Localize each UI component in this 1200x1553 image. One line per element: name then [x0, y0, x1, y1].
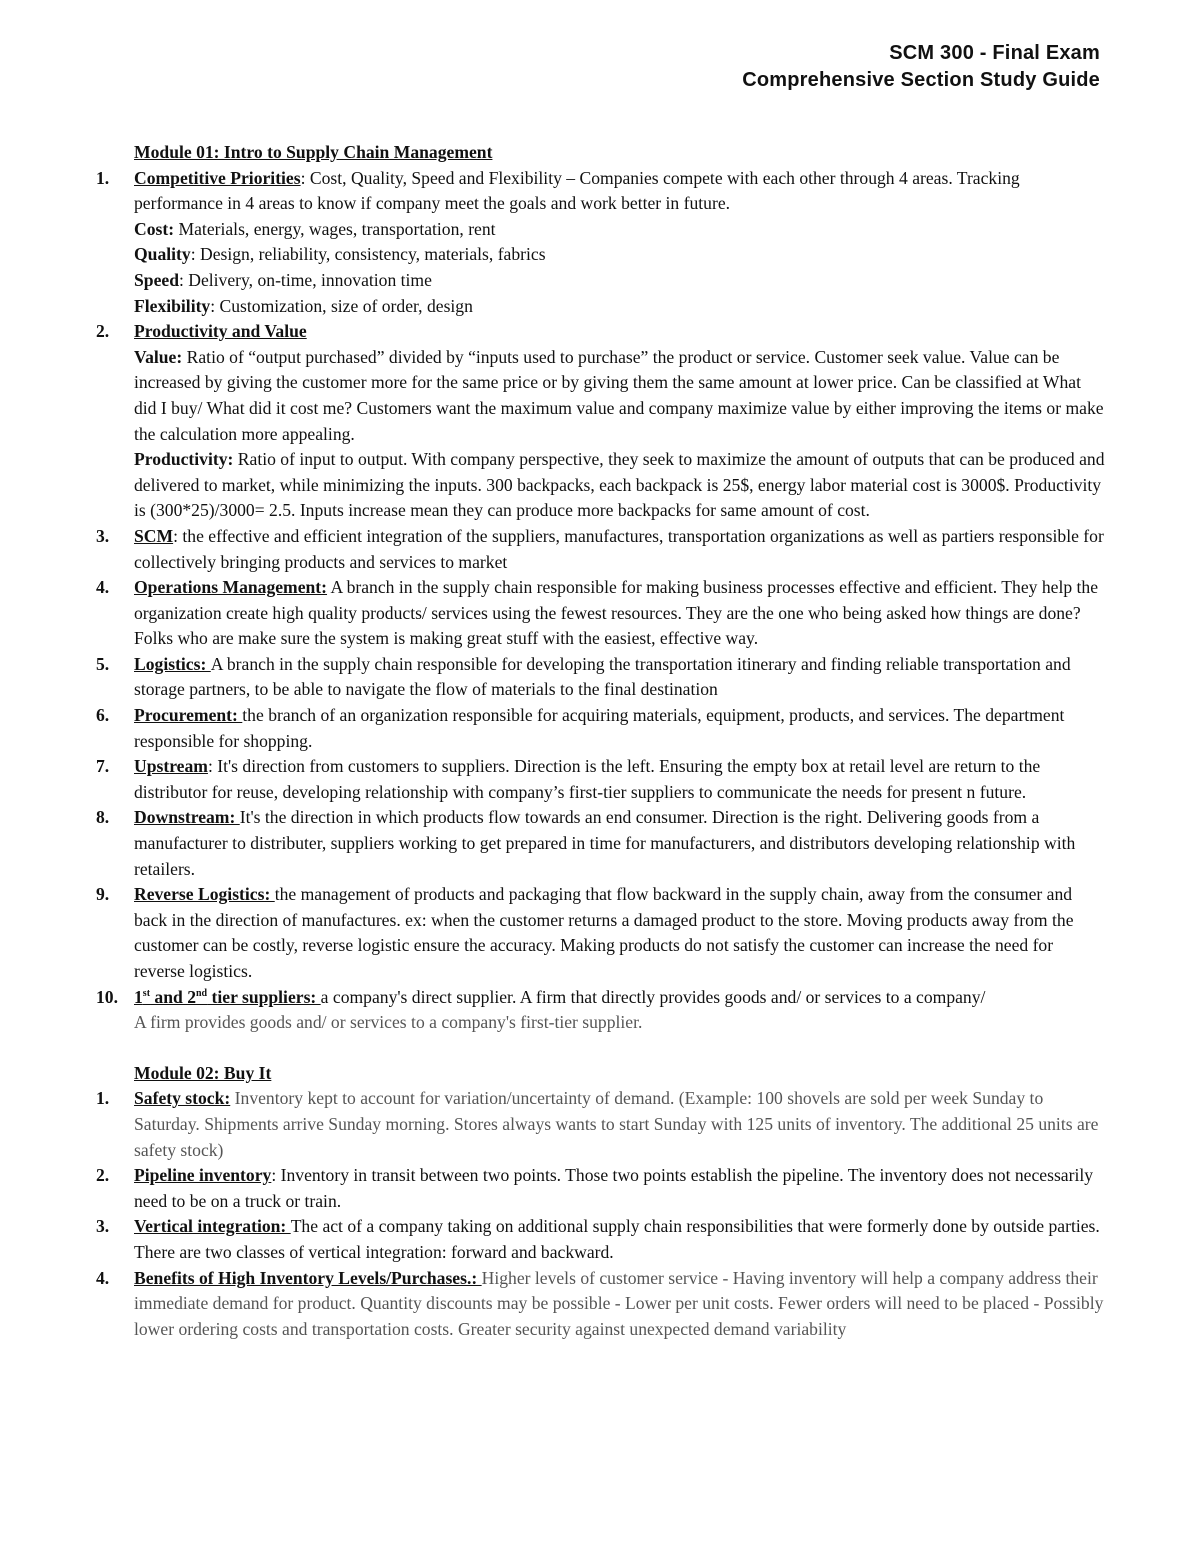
- list-item: [96, 985, 1106, 1036]
- sub-item-label: Speed: [134, 269, 179, 290]
- list-item: [96, 575, 1106, 652]
- page-header: [742, 40, 1100, 94]
- item-term: Logistics:: [134, 653, 211, 674]
- list-item: [96, 319, 1106, 524]
- item-text: A branch in the supply chain responsible for developing the transportation itinerary and finding reliable transportation and storage partners, to be able to navigate the flow of materials to the final destination: [134, 653, 1071, 700]
- sub-item-label: Productivity:: [134, 449, 234, 470]
- item-text: the branch of an organization responsible for acquiring materials, equipment, products, and services. The department responsible for shopping.: [134, 705, 1065, 751]
- sub-item: [134, 294, 1106, 320]
- item-term: Competitive Priorities: [134, 167, 301, 188]
- item-term: Reverse Logistics:: [134, 884, 275, 905]
- item-term: Vertical integration:: [134, 1216, 291, 1237]
- list-item: [96, 754, 1106, 805]
- item-term: Safety stock:: [134, 1088, 231, 1109]
- sub-item: [134, 242, 1106, 268]
- item-term: Procurement:: [134, 705, 243, 726]
- item-text: It's the direction in which products flow towards an end consumer. Direction is the right. Delivering goods from a manufacturer to distributer, suppliers working to get prepared in time for manufacturers, and distributors developing relationship with retailers.: [134, 807, 1076, 879]
- item-number: 1.: [96, 167, 110, 188]
- sub-item: [134, 217, 1106, 243]
- item-number: 4.: [96, 577, 110, 598]
- study-guide-content: [96, 140, 1106, 1342]
- item-number: 8.: [96, 807, 110, 828]
- item-text: the management of products and packaging that flow backward in the supply chain, away from the consumer and back in the direction of manufactures. ex: when the customer returns a damaged product to the store. Moving products away from the customer can be costly, reverse logistic ensure the accuracy. Making products do not satisfy the customer can increase the need for reverse logistics.: [134, 884, 1074, 981]
- item-term: Pipeline inventory: [134, 1165, 272, 1186]
- sub-item: [134, 268, 1106, 294]
- item-number: 7.: [96, 756, 110, 777]
- course-title: SCM 300 - Final Exam: [889, 42, 1100, 64]
- sub-item-label: Quality: [134, 244, 191, 265]
- item-number: 5.: [96, 653, 110, 674]
- item-text: : Cost, Quality, Speed and Flexibility – Companies compete with each other through 4 areas. Tracking performance in 4 areas to know if company meet the goals and work better in future.: [134, 167, 1020, 214]
- item-number: 10.: [96, 986, 118, 1007]
- item-text: Inventory kept to account for variation/uncertainty of demand. (Example: 100 shovels are sold per week Sunday to Saturday. Shipments arrive Sunday morning. Stores always wants to start Sunday with 125 units of inventory. The additional 25 units are safety stock): [134, 1088, 1099, 1160]
- sub-item-text: : Delivery, on-time, innovation time: [178, 269, 432, 290]
- guide-title: Comprehensive Section Study Guide: [742, 69, 1100, 91]
- sub-item-text: Materials, energy, wages, transportation, rent: [174, 218, 496, 239]
- item-number: 3.: [96, 1216, 110, 1237]
- module-02-title: Module 02: Buy It: [134, 1062, 272, 1083]
- item-term: 1st and 2nd tier suppliers:: [134, 986, 321, 1007]
- item-term: Operations Management:: [134, 577, 328, 598]
- list-item: [96, 703, 1106, 754]
- sub-item-label: Value:: [134, 346, 183, 367]
- item-term: Productivity and Value: [134, 321, 307, 342]
- module-01-title: Module 01: Intro to Supply Chain Management: [134, 142, 493, 162]
- item-text: : the effective and efficient integration of the suppliers, manufactures, transportation organizations as well as partiers responsible for collectively bringing products and services to market: [134, 525, 1104, 572]
- item-number: 1.: [96, 1088, 110, 1109]
- item-text-continued: A firm provides goods and/ or services to a company's first-tier supplier.: [134, 1012, 643, 1033]
- list-item: [96, 1086, 1106, 1163]
- item-number: 3.: [96, 525, 110, 546]
- sub-item: [134, 345, 1106, 447]
- sub-item-text: Ratio of input to output. With company perspective, they seek to maximize the amount of outputs that can be produced and delivered to market, while minimizing the inputs. 300 backpacks, each backpack is 25$, energy labor material cost is 3000$. Productivity is (300*25)/3000= 2.5. Inputs increase mean they can produce more backpacks for same amount of cost.: [134, 449, 1105, 521]
- item-term: Benefits of High Inventory Levels/Purchases.:: [134, 1267, 482, 1288]
- sub-item: [134, 447, 1106, 524]
- item-text: : It's direction from customers to suppliers. Direction is the left. Ensuring the empty box at retail level are return to the distributor for reuse, developing relationship with company’s first-tier suppliers to communicate the needs for present n future.: [134, 756, 1041, 802]
- sub-item-text: Ratio of “output purchased” divided by “inputs used to purchase” the product or service. Customer seek value. Value can be increased by giving the customer more for the same price or by giving them the same amount at lower price. Can be classified at What did I buy/ What did it cost me? Customers want the maximum value and company maximize value by either improving the items or make the calculation more appealing.: [134, 346, 1104, 444]
- list-item: [96, 805, 1106, 882]
- item-number: 9.: [96, 884, 110, 905]
- item-term: Downstream:: [134, 807, 240, 828]
- item-text: Higher levels of customer service - Having inventory will help a company address their immediate demand for product. Quantity discounts may be possible - Lower per unit costs. Fewer orders will need to be placed - Possibly lower ordering costs and transportation costs. Greater security against unexpected demand variability: [134, 1267, 1104, 1339]
- list-item: [96, 166, 1106, 320]
- sub-item-text: : Customization, size of order, design: [210, 295, 473, 316]
- item-term: Upstream: [134, 756, 208, 777]
- item-text: A branch in the supply chain responsible for making business processes effective and efficient. They help the organization create high quality products/ services using the fewest resources. They are the one who being asked how things are done? Folks who are make sure the system is making great stuff with the easiest, effective way.: [134, 577, 1099, 649]
- item-text: The act of a company taking on additional supply chain responsibilities that were formerly done by outside parties. There are two classes of vertical integration: forward and backward.: [134, 1216, 1100, 1262]
- list-item: [96, 1163, 1106, 1214]
- list-item: [96, 1266, 1106, 1343]
- list-item: [96, 1214, 1106, 1265]
- sub-item-label: Cost:: [134, 218, 175, 239]
- sub-item-label: Flexibility: [134, 295, 211, 316]
- item-number: 2.: [96, 321, 110, 342]
- list-item: [96, 652, 1106, 703]
- item-text: : Inventory in transit between two points. Those two points establish the pipeline. The inventory does not necessarily need to be on a truck or train.: [134, 1165, 1094, 1211]
- sub-item-text: : Design, reliability, consistency, materials, fabrics: [190, 244, 546, 265]
- item-number: 6.: [96, 705, 110, 726]
- item-number: 2.: [96, 1165, 110, 1186]
- item-number: 4.: [96, 1267, 110, 1288]
- list-item: [96, 882, 1106, 984]
- item-term: SCM: [134, 525, 174, 546]
- item-text: a company's direct supplier. A firm that directly provides goods and/ or services to a company/: [320, 986, 986, 1007]
- list-item: [96, 524, 1106, 575]
